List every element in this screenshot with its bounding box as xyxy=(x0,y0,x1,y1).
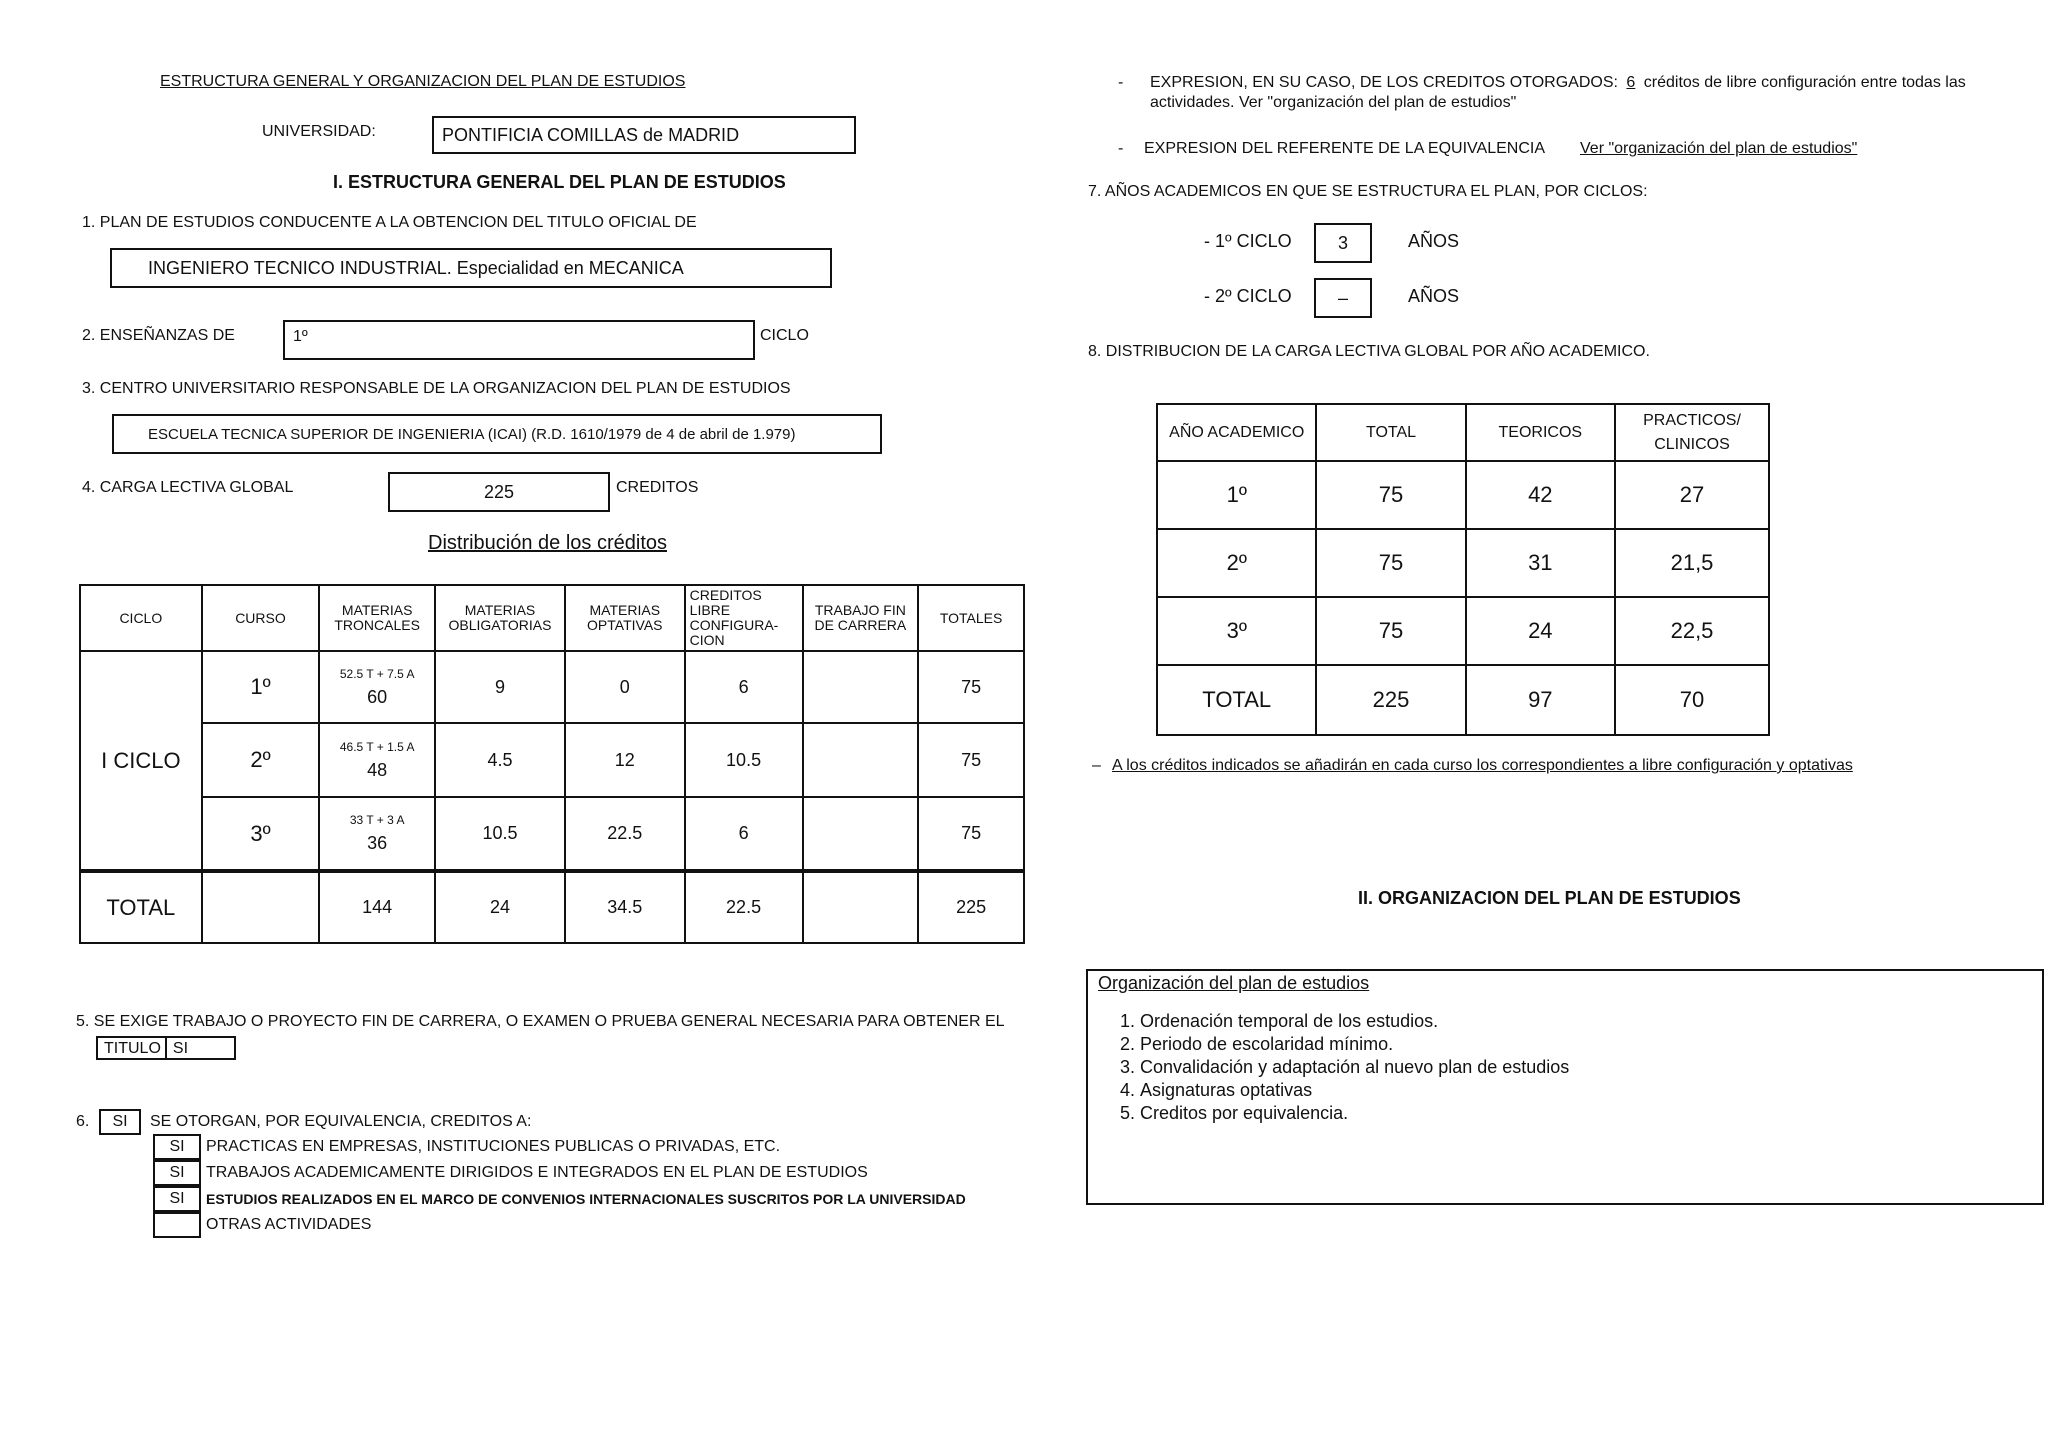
total-curso-cell xyxy=(202,871,320,943)
header-totales: TOTALES xyxy=(918,585,1024,651)
ciclo-2-label: - 2º CICLO xyxy=(1204,286,1292,306)
ciclo-cell: I CICLO xyxy=(80,651,202,871)
table-row xyxy=(80,651,1024,723)
carga-teoricos: 97 xyxy=(1466,665,1615,735)
item-6-number: 6. xyxy=(76,1113,90,1130)
list-item: 1. Ordenación temporal de los estudios. xyxy=(1140,1011,1569,1032)
troncales-note: 52.5 T + 7.5 A xyxy=(339,666,415,681)
distribution-title: Distribución de los créditos xyxy=(428,532,667,554)
item-4-label: 4. CARGA LECTIVA GLOBAL xyxy=(82,479,294,496)
distribution-table xyxy=(79,584,1025,944)
equivalencia-label: EXPRESION DEL REFERENTE DE LA EQUIVALENCIA xyxy=(1144,140,1545,157)
troncales-note: 46.5 T + 1.5 A xyxy=(339,739,415,754)
total-label: TOTAL xyxy=(80,871,202,943)
carga-teoricos: 31 xyxy=(1466,529,1615,597)
ciclo-2-anos: AÑOS xyxy=(1408,286,1460,306)
ensenanzas-value: 1º xyxy=(293,328,308,345)
titulo-oficial-field xyxy=(110,248,832,288)
total-troncales: 144 xyxy=(319,871,435,943)
ciclo-2-years: – xyxy=(1337,287,1348,308)
item-8-label: 8. DISTRIBUCION DE LA CARGA LECTIVA GLOBAL POR AÑO ACADEMICO. xyxy=(1088,343,1650,360)
troncales-cell xyxy=(319,723,435,797)
carga-table xyxy=(1156,403,1770,736)
carga-practicos: 70 xyxy=(1615,665,1769,735)
carga-ano: TOTAL xyxy=(1157,665,1316,735)
section-2-title: II. ORGANIZACION DEL PLAN DE ESTUDIOS xyxy=(1358,888,1741,908)
carga-header-row xyxy=(1157,404,1769,461)
troncales-value: 36 xyxy=(367,833,388,853)
creditos-suffix: CREDITOS xyxy=(616,479,699,496)
option-1-text: PRACTICAS EN EMPRESAS, INSTITUCIONES PUBLICAS O PRIVADAS, ETC. xyxy=(206,1138,781,1155)
carga-total: 75 xyxy=(1316,529,1465,597)
header-trabajo: TRABAJO FIN DE CARRERA xyxy=(803,585,919,651)
item-7-label: 7. AÑOS ACADEMICOS EN QUE SE ESTRUCTURA EL PLAN, POR CICLOS: xyxy=(1088,183,1648,200)
universidad-label: UNIVERSIDAD: xyxy=(262,123,376,140)
header-obligatorias: MATERIAS OBLIGATORIAS xyxy=(435,585,565,651)
troncales-cell xyxy=(319,797,435,871)
header-optativas: MATERIAS OPTATIVAS xyxy=(565,585,685,651)
titulo-value: SI xyxy=(172,1040,189,1057)
header-ciclo: CICLO xyxy=(80,585,202,651)
carga-total: 75 xyxy=(1316,461,1465,529)
troncales-note: 33 T + 3 A xyxy=(349,813,405,827)
ciclo-suffix: CICLO xyxy=(760,327,809,344)
list-item: 5. Creditos por equivalencia. xyxy=(1140,1103,1569,1124)
header-libre: CREDITOS LIBRE CONFIGURA-CION xyxy=(685,585,803,651)
carga-ano: 3º xyxy=(1157,597,1316,665)
table-row xyxy=(80,797,1024,871)
obligatorias-cell: 10.5 xyxy=(435,797,565,871)
distribution-header-row xyxy=(80,585,1024,651)
universidad-value: PONTIFICIA COMILLAS de MADRID xyxy=(442,124,740,145)
list-item: 3. Convalidación y adaptación al nuevo plan de estudios xyxy=(1140,1057,1569,1078)
item-2-label: 2. ENSEÑANZAS DE xyxy=(82,327,235,344)
troncales-cell xyxy=(319,651,435,723)
bullet-dash-2: - xyxy=(1118,140,1124,157)
credits-note: A los créditos indicados se añadirán en cada curso los correspondientes a libre configuración y optativas xyxy=(1112,757,1853,774)
titulo-oficial-value: INGENIERO TECNICO INDUSTRIAL. Especialidad en MECANICA xyxy=(148,257,684,278)
table-row xyxy=(1157,461,1769,529)
curso-cell: 2º xyxy=(202,723,320,797)
option-4-check xyxy=(153,1212,201,1238)
item-1-label: 1. PLAN DE ESTUDIOS CONDUCENTE A LA OBTENCION DEL TITULO OFICIAL DE xyxy=(82,214,697,231)
header-troncales: MATERIAS TRONCALES xyxy=(319,585,435,651)
carga-header-teoricos: TEORICOS xyxy=(1466,404,1615,461)
option-3-check: SI xyxy=(153,1186,201,1212)
creditos-otorgados-label: EXPRESION, EN SU CASO, DE LOS CREDITOS OTORGADOS: xyxy=(1150,74,1618,91)
carga-teoricos: 42 xyxy=(1466,461,1615,529)
troncales-value: 48 xyxy=(367,759,388,780)
libre-cell: 10.5 xyxy=(685,723,803,797)
total-row xyxy=(80,871,1024,943)
obligatorias-cell: 4.5 xyxy=(435,723,565,797)
table-row xyxy=(1157,597,1769,665)
creditos-otorgados-line xyxy=(1150,74,1966,92)
total-libre: 22.5 xyxy=(685,871,803,943)
curso-cell: 3º xyxy=(202,797,320,871)
carga-practicos: 27 xyxy=(1615,461,1769,529)
carga-header-practicos: PRACTICOS/ CLINICOS xyxy=(1615,404,1769,461)
option-2-check: SI xyxy=(153,1160,201,1186)
total-trabajo xyxy=(803,871,919,943)
totales-cell: 75 xyxy=(918,723,1024,797)
troncales-value: 60 xyxy=(367,686,388,707)
trabajo-cell xyxy=(803,651,919,723)
option-4-text: OTRAS ACTIVIDADES xyxy=(206,1216,372,1233)
document-title: ESTRUCTURA GENERAL Y ORGANIZACION DEL PLAN DE ESTUDIOS xyxy=(160,73,686,90)
carga-total: 75 xyxy=(1316,597,1465,665)
header-curso: CURSO xyxy=(202,585,320,651)
carga-ano: 1º xyxy=(1157,461,1316,529)
carga-header-ano: AÑO ACADEMICO xyxy=(1157,404,1316,461)
optativas-cell: 12 xyxy=(565,723,685,797)
centro-field xyxy=(112,414,882,454)
option-1-check: SI xyxy=(153,1134,201,1160)
organizacion-list xyxy=(1102,1011,1569,1126)
centro-value: ESCUELA TECNICA SUPERIOR DE INGENIERIA (ICAI) (R.D. 1610/1979 de 4 de abril de 1.979) xyxy=(148,425,796,443)
creditos-otorgados-number: 6 xyxy=(1626,74,1636,91)
ensenanzas-field xyxy=(283,320,755,360)
table-row xyxy=(1157,529,1769,597)
option-2-text: TRABAJOS ACADEMICAMENTE DIRIGIDOS E INTEGRADOS EN EL PLAN DE ESTUDIOS xyxy=(206,1164,868,1181)
total-totales: 225 xyxy=(918,871,1024,943)
organizacion-box-title: Organización del plan de estudios xyxy=(1098,973,1370,993)
libre-cell: 6 xyxy=(685,651,803,723)
carga-ano: 2º xyxy=(1157,529,1316,597)
total-obligatorias: 24 xyxy=(435,871,565,943)
carga-total-row xyxy=(1157,665,1769,735)
item-5-label: 5. SE EXIGE TRABAJO O PROYECTO FIN DE CARRERA, O EXAMEN O PRUEBA GENERAL NECESARIA PARA OBTENER EL xyxy=(76,1013,1005,1030)
carga-total: 225 xyxy=(1316,665,1465,735)
titulo-label: TITULO xyxy=(98,1038,167,1060)
total-optativas: 34.5 xyxy=(565,871,685,943)
option-3-text: ESTUDIOS REALIZADOS EN EL MARCO DE CONVENIOS INTERNACIONALES SUSCRITOS POR LA UNIVERSIDAD xyxy=(206,1191,966,1207)
ciclo-2-years-box xyxy=(1314,278,1372,318)
titulo-box xyxy=(96,1036,236,1060)
totales-cell: 75 xyxy=(918,651,1024,723)
optativas-cell: 0 xyxy=(565,651,685,723)
curso-cell: 1º xyxy=(202,651,320,723)
creditos-otorgados-text: créditos de libre configuración entre todas las xyxy=(1643,74,1966,91)
trabajo-cell xyxy=(803,723,919,797)
section-1-title: I. ESTRUCTURA GENERAL DEL PLAN DE ESTUDIOS xyxy=(333,172,786,192)
carga-practicos: 21,5 xyxy=(1615,529,1769,597)
organizacion-box xyxy=(1086,969,2044,1205)
item-6-label: SE OTORGAN, POR EQUIVALENCIA, CREDITOS A: xyxy=(150,1113,532,1130)
ciclo-1-anos: AÑOS xyxy=(1408,231,1460,251)
universidad-field xyxy=(432,116,856,154)
libre-cell: 6 xyxy=(685,797,803,871)
table-row xyxy=(80,723,1024,797)
carga-teoricos: 24 xyxy=(1466,597,1615,665)
optativas-cell: 22.5 xyxy=(565,797,685,871)
totales-cell: 75 xyxy=(918,797,1024,871)
note-dash: – xyxy=(1092,757,1101,774)
obligatorias-cell: 9 xyxy=(435,651,565,723)
carga-header-total: TOTAL xyxy=(1316,404,1465,461)
ciclo-1-label: - 1º CICLO xyxy=(1204,231,1292,251)
item-3-label: 3. CENTRO UNIVERSITARIO RESPONSABLE DE LA ORGANIZACION DEL PLAN DE ESTUDIOS xyxy=(82,380,791,397)
item-6-box: SI xyxy=(99,1109,141,1135)
carga-practicos: 22,5 xyxy=(1615,597,1769,665)
ciclo-1-years-box xyxy=(1314,223,1372,263)
equivalencia-value: Ver "organización del plan de estudios" xyxy=(1580,140,1858,157)
carga-global-value: 225 xyxy=(483,481,515,502)
bullet-dash-1: - xyxy=(1118,74,1124,91)
list-item: 4. Asignaturas optativas xyxy=(1140,1080,1569,1101)
ciclo-1-years: 3 xyxy=(1337,232,1348,253)
trabajo-cell xyxy=(803,797,919,871)
list-item: 2. Periodo de escolaridad mínimo. xyxy=(1140,1034,1569,1055)
creditos-otorgados-cont: actividades. Ver "organización del plan de estudios" xyxy=(1150,94,1517,111)
carga-global-field xyxy=(388,472,610,512)
